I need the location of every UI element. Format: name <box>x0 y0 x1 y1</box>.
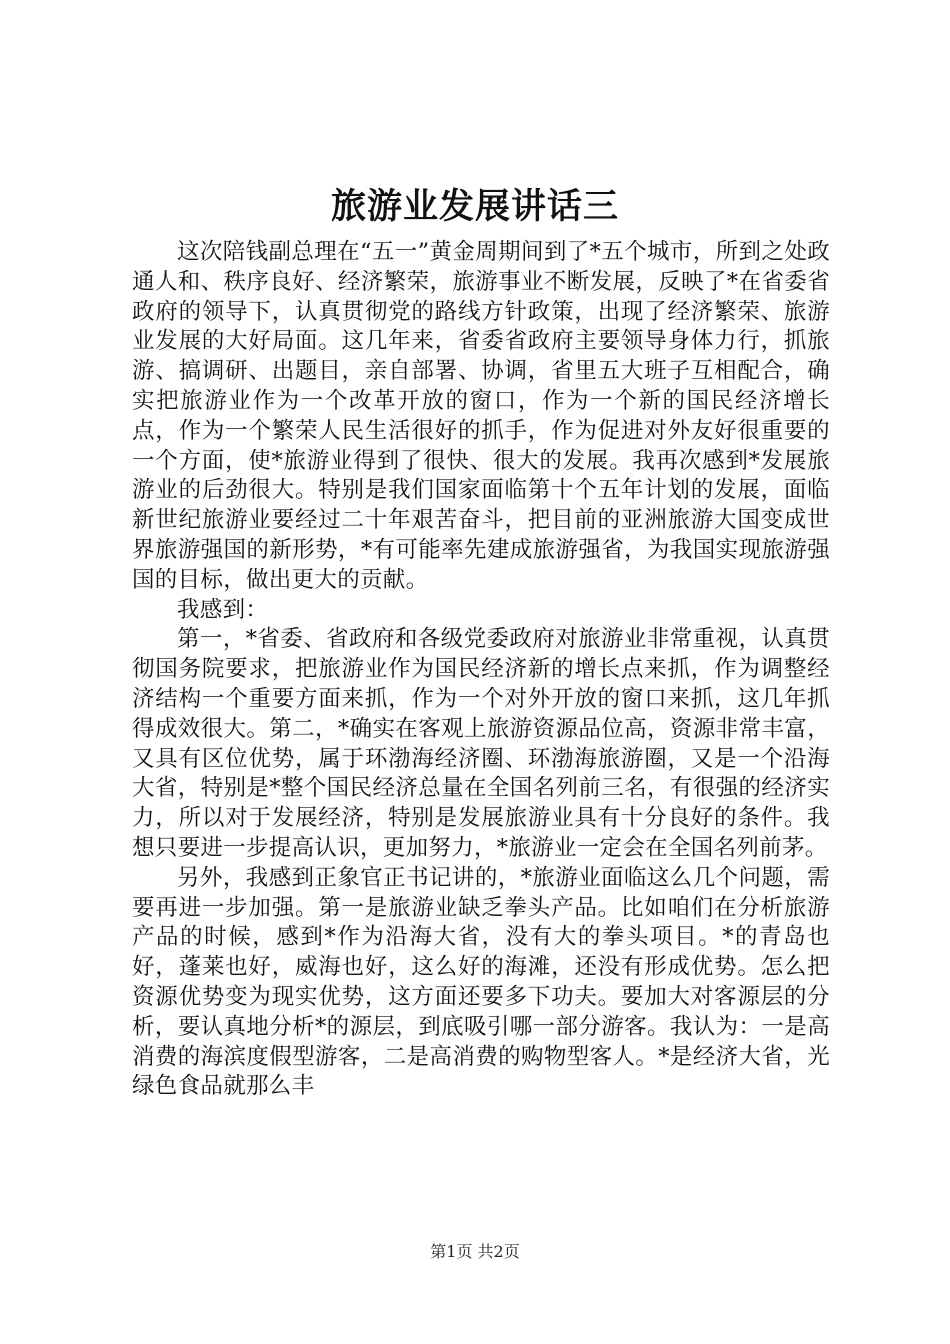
paragraph-2: 我感到： <box>177 596 269 623</box>
paragraph-4: 另外，我感到正象官正书记讲的，*旅游业面临这么几个问题，需要再进一步加强。第一是旅游业缺乏拳头产品。比如咱们在分析旅游产品的时候，感到*作为沿海大省，没有大的拳头项目。*的青岛也好，蓬莱也好，威海也好，这么好的海滩，还没有形成优势。怎么把资源优势变为现实优势，这方面还要多下功夫。要加大对客源层的分析，要认真地分析*的源层，到底吸引哪一部分游客。我认为：一是高消费的海滨度假型游客，二是高消费的购物型客人。*是经济大省，光绿色食品就那么丰 <box>132 864 830 1100</box>
page-number-footer: 第1页 共2页 <box>430 1242 520 1261</box>
paragraph-1: 这次陪钱副总理在“五一”黄金周期间到了*五个城市，所到之处政通人和、秩序良好、经济繁荣，旅游事业不断发展，反映了*在省委省政府的领导下，认真贯彻党的路线方针政策，出现了经济繁荣、旅游业发展的大好局面。这几年来，省委省政府主要领导身体力行，抓旅游、搞调研、出题目，亲自部署、协调，省里五大班子互相配合，确实把旅游业作为一个改革开放的窗口，作为一个新的国民经济增长点，作为一个繁荣人民生活很好的抓手，作为促进对外友好很重要的一个方面，使*旅游业得到了很快、很大的发展。我再次感到*发展旅游业的后劲很大。特别是我们国家面临第十个五年计划的发展，面临新世纪旅游业要经过二十年艰苦奋斗，把目前的亚洲旅游大国变成世界旅游强国的新形势，*有可能率先建成旅游强省，为我国实现旅游强国的目标，做出更大的贡献。 <box>132 239 830 593</box>
paragraph-3: 第一，*省委、省政府和各级党委政府对旅游业非常重视，认真贯彻国务院要求，把旅游业作为国民经济新的增长点来抓，作为调整经济结构一个重要方面来抓，作为一个对外开放的窗口来抓，这几年抓得成效很大。第二，*确实在客观上旅游资源品位高，资源非常丰富，又具有区位优势，属于环渤海经济圈、环渤海旅游圈，又是一个沿海大省，特别是*整个国民经济总量在全国名列前三名，有很强的经济实力，所以对于发展经济，特别是发展旅游业具有十分良好的条件。我想只要进一步提高认识，更加努力，*旅游业一定会在全国名列前茅。 <box>132 626 830 861</box>
document-body <box>132 238 830 1102</box>
document-title: 旅游业发展讲话三 <box>330 186 619 227</box>
